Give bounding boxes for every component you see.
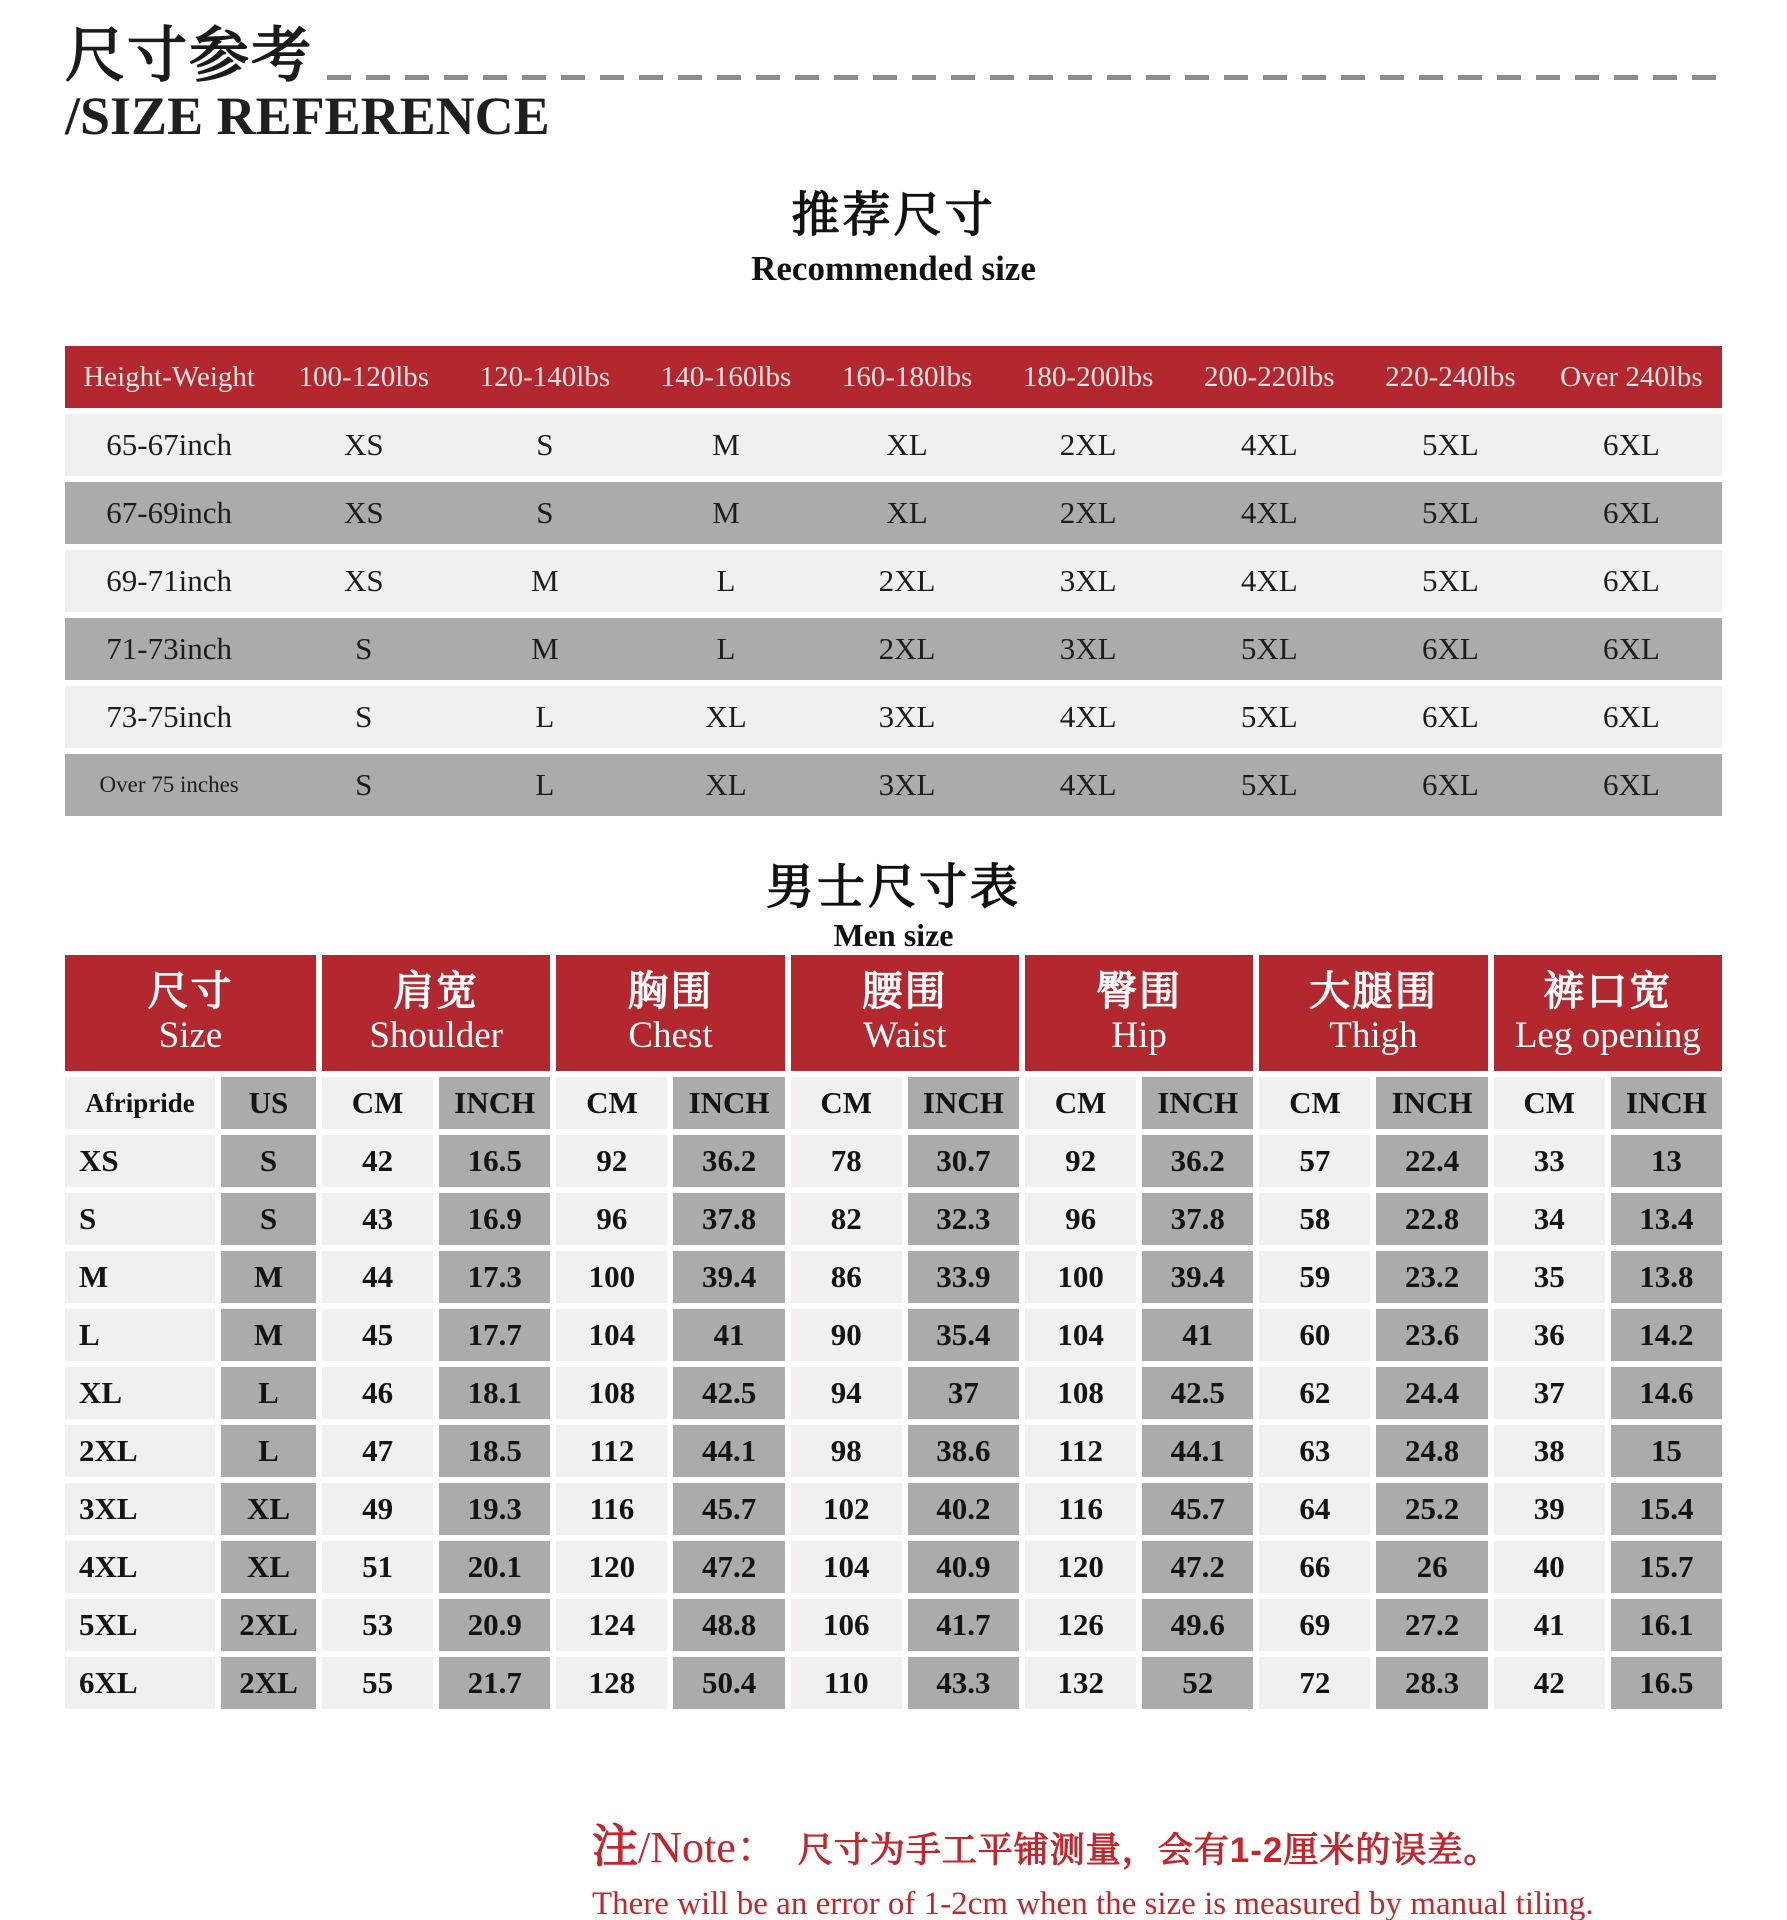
men-measurement-cell: 60 xyxy=(1259,1309,1370,1361)
men-measurement-cell: 39.4 xyxy=(1142,1251,1253,1303)
men-measurement-cell: 18.5 xyxy=(439,1425,550,1477)
men-measurement-cell: 22.8 xyxy=(1376,1193,1487,1245)
men-group-header-zh: 臀围 xyxy=(1096,968,1183,1015)
recommended-size-cell: 6XL xyxy=(1421,631,1479,666)
recommended-size-cell: 5XL xyxy=(1421,495,1479,530)
men-measurement-cell: 98 xyxy=(791,1425,902,1477)
men-measurement-cell: 51 xyxy=(322,1541,433,1593)
men-measurement-cell: 102 xyxy=(791,1483,902,1535)
men-measurement-cell: 2XL xyxy=(221,1599,316,1651)
recommended-size-cell: 2XL xyxy=(878,631,936,666)
men-measurement-cell: XL xyxy=(221,1541,316,1593)
recommended-header-row xyxy=(65,346,1722,408)
men-measurement-cell: 82 xyxy=(791,1193,902,1245)
men-measurement-cell: 112 xyxy=(556,1425,667,1477)
men-measurement-cell: 25.2 xyxy=(1376,1483,1487,1535)
men-measurement-cell: L xyxy=(221,1425,316,1477)
recommended-size-cell: 6XL xyxy=(1603,699,1660,734)
men-measurement-cell: 42 xyxy=(322,1135,433,1187)
recommended-size-cell: S xyxy=(536,427,554,462)
height-label-cell: 73-75inch xyxy=(106,699,232,734)
men-size-label-cell: XS xyxy=(65,1135,215,1187)
men-size-label-cell: 2XL xyxy=(65,1425,215,1477)
men-measurement-cell: 16.1 xyxy=(1611,1599,1722,1651)
men-measurement-cell: 44 xyxy=(322,1251,433,1303)
men-measurement-cell: S xyxy=(221,1135,316,1187)
men-measurement-cell: 13.8 xyxy=(1611,1251,1722,1303)
recommended-size-cell: 6XL xyxy=(1603,427,1660,462)
recommended-title-en: Recommended size xyxy=(751,249,1036,288)
men-measurement-cell: 120 xyxy=(1025,1541,1136,1593)
men-measurement-cell: 49.6 xyxy=(1142,1599,1253,1651)
brand-header-cell: Afripride xyxy=(65,1077,215,1129)
men-measurement-cell: 45.7 xyxy=(1142,1483,1253,1535)
height-label-cell: 71-73inch xyxy=(106,631,232,666)
men-size-label-cell: XL xyxy=(65,1367,215,1419)
men-measurement-cell: 33.9 xyxy=(908,1251,1019,1303)
men-measurement-cell: 27.2 xyxy=(1376,1599,1487,1651)
men-measurement-cell: 86 xyxy=(791,1251,902,1303)
recommended-size-cell: M xyxy=(531,563,559,598)
men-subheader-cell: INCH xyxy=(908,1077,1019,1129)
measurement-note xyxy=(592,1810,1594,1920)
height-label-cell: 65-67inch xyxy=(106,427,232,462)
recommended-size-cell: XL xyxy=(705,699,747,734)
men-group-header-en: Size xyxy=(158,1015,223,1057)
recommended-size-cell: S xyxy=(355,699,373,734)
men-measurement-cell: 30.7 xyxy=(908,1135,1019,1187)
recommended-size-section-title xyxy=(65,176,1722,289)
men-measurement-cell: 41.7 xyxy=(908,1599,1019,1651)
recommended-size-cell: 2XL xyxy=(1059,495,1117,530)
men-measurement-cell: 46 xyxy=(322,1367,433,1419)
recommended-header-cell: 100-120lbs xyxy=(298,360,430,393)
men-measurement-cell: 41 xyxy=(673,1309,784,1361)
recommended-size-cell: XL xyxy=(886,495,928,530)
men-measurement-cell: 24.4 xyxy=(1376,1367,1487,1419)
men-group-header xyxy=(1494,955,1722,1071)
recommended-size-table xyxy=(65,346,1722,816)
men-measurement-cell: 96 xyxy=(556,1193,667,1245)
recommended-header-cell: 220-240lbs xyxy=(1385,360,1516,393)
men-measurement-cell: 13 xyxy=(1611,1135,1722,1187)
recommended-size-cell: L xyxy=(716,631,736,666)
note-prefix-zh: 注 xyxy=(592,1820,638,1872)
recommended-size-cell: 6XL xyxy=(1603,767,1660,802)
men-measurement-cell: 55 xyxy=(322,1657,433,1709)
recommended-size-cell: 3XL xyxy=(1059,631,1117,666)
men-measurement-cell: 43 xyxy=(322,1193,433,1245)
recommended-size-cell: XL xyxy=(705,767,747,802)
men-subheader-cell: INCH xyxy=(1142,1077,1253,1129)
men-measurement-cell: 40.2 xyxy=(908,1483,1019,1535)
men-measurement-cell: 17.7 xyxy=(439,1309,550,1361)
men-measurement-cell: 36 xyxy=(1494,1309,1605,1361)
recommended-size-cell: 6XL xyxy=(1603,495,1660,530)
men-size-section-title xyxy=(65,848,1722,954)
recommended-size-cell: S xyxy=(536,495,554,530)
men-measurement-cell: 23.6 xyxy=(1376,1309,1487,1361)
men-measurement-cell: 126 xyxy=(1025,1599,1136,1651)
men-group-header xyxy=(791,955,1019,1071)
recommended-size-cell: 4XL xyxy=(1240,495,1298,530)
men-group-header-zh: 肩宽 xyxy=(393,968,480,1015)
page-title-zh: 尺寸参考 xyxy=(65,22,313,89)
men-subheader-cell: INCH xyxy=(1611,1077,1722,1129)
men-measurement-cell: 50.4 xyxy=(673,1657,784,1709)
men-measurement-cell: 33 xyxy=(1494,1135,1605,1187)
men-measurement-cell: S xyxy=(221,1193,316,1245)
men-measurement-cell: 42.5 xyxy=(673,1367,784,1419)
men-measurement-cell: L xyxy=(221,1367,316,1419)
recommended-size-cell: XS xyxy=(343,495,384,530)
men-size-label-cell: L xyxy=(65,1309,215,1361)
men-measurement-cell: 108 xyxy=(1025,1367,1136,1419)
recommended-size-cell: 2XL xyxy=(1059,427,1117,462)
recommended-size-cell: M xyxy=(712,495,740,530)
recommended-size-cell: 6XL xyxy=(1603,631,1660,666)
men-measurement-cell: 13.4 xyxy=(1611,1193,1722,1245)
men-measurement-cell: 128 xyxy=(556,1657,667,1709)
recommended-table-row xyxy=(65,482,1722,544)
men-measurement-cell: 24.8 xyxy=(1376,1425,1487,1477)
men-measurement-cell: 62 xyxy=(1259,1367,1370,1419)
recommended-header-cell: 140-160lbs xyxy=(660,360,792,393)
men-measurement-cell: 15.7 xyxy=(1611,1541,1722,1593)
recommended-size-cell: XS xyxy=(343,427,384,462)
men-group-header-en: Thigh xyxy=(1329,1015,1418,1057)
men-subheader-cell: US xyxy=(221,1077,316,1129)
men-measurement-cell: 100 xyxy=(1025,1251,1136,1303)
men-group-header xyxy=(65,955,316,1071)
men-measurement-cell: 37 xyxy=(908,1367,1019,1419)
recommended-size-cell: 6XL xyxy=(1603,563,1660,598)
men-group-header-zh: 腰围 xyxy=(861,968,948,1015)
men-measurement-cell: 20.9 xyxy=(439,1599,550,1651)
recommended-size-cell: 3XL xyxy=(1059,563,1117,598)
men-measurement-cell: 14.6 xyxy=(1611,1367,1722,1419)
men-measurement-cell: 2XL xyxy=(221,1657,316,1709)
men-measurement-cell: 96 xyxy=(1025,1193,1136,1245)
note-prefix-en: /Note： xyxy=(638,1823,780,1872)
recommended-table-row xyxy=(65,414,1722,476)
men-measurement-cell: 108 xyxy=(556,1367,667,1419)
men-measurement-cell: XL xyxy=(221,1483,316,1535)
men-group-header xyxy=(1025,955,1253,1071)
height-label-cell: 67-69inch xyxy=(106,495,232,530)
men-subheader-cell: CM xyxy=(1494,1077,1605,1129)
recommended-size-cell: L xyxy=(535,767,555,802)
recommended-size-cell: XL xyxy=(886,427,928,462)
recommended-size-cell: 4XL xyxy=(1240,563,1298,598)
dashed-divider xyxy=(327,75,1717,80)
note-line2: There will be an error of 1-2cm when the size is measured by manual tiling. xyxy=(592,1886,1594,1920)
recommended-header-cell: 200-220lbs xyxy=(1204,360,1335,393)
note-line1: 尺寸为手工平铺测量，会有1-2厘米的误差。 xyxy=(797,1831,1500,1870)
men-measurement-cell: 43.3 xyxy=(908,1657,1019,1709)
men-measurement-cell: 18.1 xyxy=(439,1367,550,1419)
men-measurement-cell: 15 xyxy=(1611,1425,1722,1477)
men-measurement-cell: 53 xyxy=(322,1599,433,1651)
recommended-size-cell: 5XL xyxy=(1240,699,1298,734)
men-measurement-cell: 110 xyxy=(791,1657,902,1709)
men-subheader-cell: CM xyxy=(556,1077,667,1129)
men-group-header-zh: 裤口宽 xyxy=(1543,968,1673,1015)
men-measurement-cell: 120 xyxy=(556,1541,667,1593)
height-label-cell: Over 75 inches xyxy=(99,772,239,797)
recommended-size-cell: 5XL xyxy=(1240,631,1298,666)
recommended-table-row xyxy=(65,618,1722,680)
men-measurement-cell: 34 xyxy=(1494,1193,1605,1245)
men-measurement-cell: 39 xyxy=(1494,1483,1605,1535)
men-measurement-cell: 16.5 xyxy=(439,1135,550,1187)
men-measurement-cell: 37 xyxy=(1494,1367,1605,1419)
men-group-header-en: Hip xyxy=(1111,1015,1167,1057)
men-measurement-cell: 116 xyxy=(1025,1483,1136,1535)
men-measurement-cell: 19.3 xyxy=(439,1483,550,1535)
men-size-label-cell: 3XL xyxy=(65,1483,215,1535)
recommended-size-cell: 6XL xyxy=(1421,767,1479,802)
men-measurement-cell: 16.5 xyxy=(1611,1657,1722,1709)
men-measurement-cell: 132 xyxy=(1025,1657,1136,1709)
men-title-en: Men size xyxy=(833,917,954,953)
recommended-header-cell: Over 240lbs xyxy=(1560,360,1703,393)
page-header xyxy=(65,22,1717,146)
recommended-size-cell: XS xyxy=(343,563,384,598)
men-measurement-cell: 28.3 xyxy=(1376,1657,1487,1709)
men-measurement-cell: 124 xyxy=(556,1599,667,1651)
recommended-header-cell: 160-180lbs xyxy=(841,360,973,393)
recommended-size-cell: M xyxy=(712,427,740,462)
men-measurement-cell: 37.8 xyxy=(1142,1193,1253,1245)
men-measurement-cell: 32.3 xyxy=(908,1193,1019,1245)
men-measurement-cell: 39.4 xyxy=(673,1251,784,1303)
men-measurement-cell: 92 xyxy=(556,1135,667,1187)
men-measurement-cell: 47.2 xyxy=(1142,1541,1253,1593)
men-size-label-cell: 4XL xyxy=(65,1541,215,1593)
men-measurement-cell: 92 xyxy=(1025,1135,1136,1187)
men-measurement-cell: 36.2 xyxy=(1142,1135,1253,1187)
recommended-size-cell: 3XL xyxy=(878,699,936,734)
men-measurement-cell: 104 xyxy=(556,1309,667,1361)
men-measurement-cell: 41 xyxy=(1142,1309,1253,1361)
men-measurement-cell: 40.9 xyxy=(908,1541,1019,1593)
men-measurement-cell: 63 xyxy=(1259,1425,1370,1477)
recommended-size-cell: 5XL xyxy=(1421,427,1479,462)
men-subheader-cell: INCH xyxy=(439,1077,550,1129)
men-measurement-cell: 57 xyxy=(1259,1135,1370,1187)
recommended-size-cell: 6XL xyxy=(1421,699,1479,734)
men-size-label-cell: 6XL xyxy=(65,1657,215,1709)
men-measurement-cell: M xyxy=(221,1251,316,1303)
men-measurement-cell: 47.2 xyxy=(673,1541,784,1593)
men-measurement-cell: 38 xyxy=(1494,1425,1605,1477)
men-measurement-cell: 49 xyxy=(322,1483,433,1535)
recommended-size-cell: L xyxy=(716,563,736,598)
men-measurement-cell: 41 xyxy=(1494,1599,1605,1651)
men-measurement-cell: 116 xyxy=(556,1483,667,1535)
men-measurement-cell: 104 xyxy=(1025,1309,1136,1361)
men-subheader-cell: CM xyxy=(791,1077,902,1129)
recommended-size-cell: 5XL xyxy=(1421,563,1479,598)
men-group-header xyxy=(1259,955,1487,1071)
men-measurement-cell: 16.9 xyxy=(439,1193,550,1245)
men-size-table xyxy=(65,955,1722,1709)
men-group-header-zh: 胸围 xyxy=(627,968,714,1015)
men-size-label-cell: M xyxy=(65,1251,215,1303)
men-measurement-cell: 52 xyxy=(1142,1657,1253,1709)
men-measurement-cell: 100 xyxy=(556,1251,667,1303)
men-measurement-cell: 44.1 xyxy=(1142,1425,1253,1477)
men-measurement-cell: 72 xyxy=(1259,1657,1370,1709)
page-title-en: /SIZE REFERENCE xyxy=(65,86,550,146)
men-measurement-cell: 14.2 xyxy=(1611,1309,1722,1361)
men-group-header-en: Waist xyxy=(863,1015,947,1057)
men-title-zh: 男士尺寸表 xyxy=(765,861,1021,914)
recommended-size-cell: S xyxy=(355,631,373,666)
men-measurement-cell: 23.2 xyxy=(1376,1251,1487,1303)
men-measurement-cell: 90 xyxy=(791,1309,902,1361)
recommended-size-cell: S xyxy=(355,767,373,802)
men-measurement-cell: 22.4 xyxy=(1376,1135,1487,1187)
men-measurement-cell: 20.1 xyxy=(439,1541,550,1593)
men-measurement-cell: 15.4 xyxy=(1611,1483,1722,1535)
men-measurement-cell: 48.8 xyxy=(673,1599,784,1651)
men-measurement-cell: 94 xyxy=(791,1367,902,1419)
men-subheader-cell: CM xyxy=(322,1077,433,1129)
men-measurement-cell: 47 xyxy=(322,1425,433,1477)
men-measurement-cell: 36.2 xyxy=(673,1135,784,1187)
men-measurement-cell: 26 xyxy=(1376,1541,1487,1593)
men-subheader-cell: INCH xyxy=(673,1077,784,1129)
men-measurement-cell: 17.3 xyxy=(439,1251,550,1303)
men-measurement-cell: 37.8 xyxy=(673,1193,784,1245)
recommended-table-row xyxy=(65,686,1722,748)
men-measurement-cell: 42 xyxy=(1494,1657,1605,1709)
men-subheader-cell: CM xyxy=(1025,1077,1136,1129)
height-label-cell: 69-71inch xyxy=(106,563,232,598)
men-measurement-cell: 44.1 xyxy=(673,1425,784,1477)
recommended-table-row xyxy=(65,550,1722,612)
recommended-header-cell: Height-Weight xyxy=(83,360,255,393)
men-measurement-cell: 35 xyxy=(1494,1251,1605,1303)
men-measurement-cell: 66 xyxy=(1259,1541,1370,1593)
recommended-size-cell: 5XL xyxy=(1240,767,1298,802)
men-measurement-cell: 45 xyxy=(322,1309,433,1361)
recommended-header-cell: 120-140lbs xyxy=(479,360,611,393)
men-group-header xyxy=(556,955,784,1071)
men-measurement-cell: 106 xyxy=(791,1599,902,1651)
recommended-size-cell: 2XL xyxy=(878,563,936,598)
recommended-size-cell: 4XL xyxy=(1059,699,1117,734)
men-measurement-cell: 104 xyxy=(791,1541,902,1593)
men-subheader-cell: CM xyxy=(1259,1077,1370,1129)
men-measurement-cell: 38.6 xyxy=(908,1425,1019,1477)
men-measurement-cell: 40 xyxy=(1494,1541,1605,1593)
men-group-header-en: Chest xyxy=(628,1015,713,1057)
recommended-header-cell: 180-200lbs xyxy=(1022,360,1154,393)
men-measurement-cell: 64 xyxy=(1259,1483,1370,1535)
recommended-size-cell: 4XL xyxy=(1240,427,1298,462)
men-measurement-cell: 35.4 xyxy=(908,1309,1019,1361)
men-measurement-cell: 59 xyxy=(1259,1251,1370,1303)
men-group-header-zh: 大腿围 xyxy=(1308,968,1438,1015)
men-measurement-cell: 45.7 xyxy=(673,1483,784,1535)
recommended-size-cell: 4XL xyxy=(1059,767,1117,802)
men-measurement-cell: 58 xyxy=(1259,1193,1370,1245)
men-group-header-en: Leg opening xyxy=(1514,1015,1701,1057)
men-group-header-en: Shoulder xyxy=(369,1015,503,1057)
men-group-header-zh: 尺寸 xyxy=(147,968,234,1015)
recommended-table-row xyxy=(65,754,1722,816)
recommended-size-cell: L xyxy=(535,699,555,734)
recommended-size-cell: 3XL xyxy=(878,767,936,802)
men-measurement-cell: 69 xyxy=(1259,1599,1370,1651)
men-size-label-cell: 5XL xyxy=(65,1599,215,1651)
men-measurement-cell: 112 xyxy=(1025,1425,1136,1477)
men-group-header xyxy=(322,955,550,1071)
men-subheader-cell: INCH xyxy=(1376,1077,1487,1129)
men-measurement-cell: 21.7 xyxy=(439,1657,550,1709)
men-size-label-cell: S xyxy=(65,1193,215,1245)
men-measurement-cell: M xyxy=(221,1309,316,1361)
recommended-size-cell: M xyxy=(531,631,559,666)
men-measurement-cell: 78 xyxy=(791,1135,902,1187)
recommended-title-zh: 推荐尺寸 xyxy=(791,189,996,242)
men-measurement-cell: 42.5 xyxy=(1142,1367,1253,1419)
